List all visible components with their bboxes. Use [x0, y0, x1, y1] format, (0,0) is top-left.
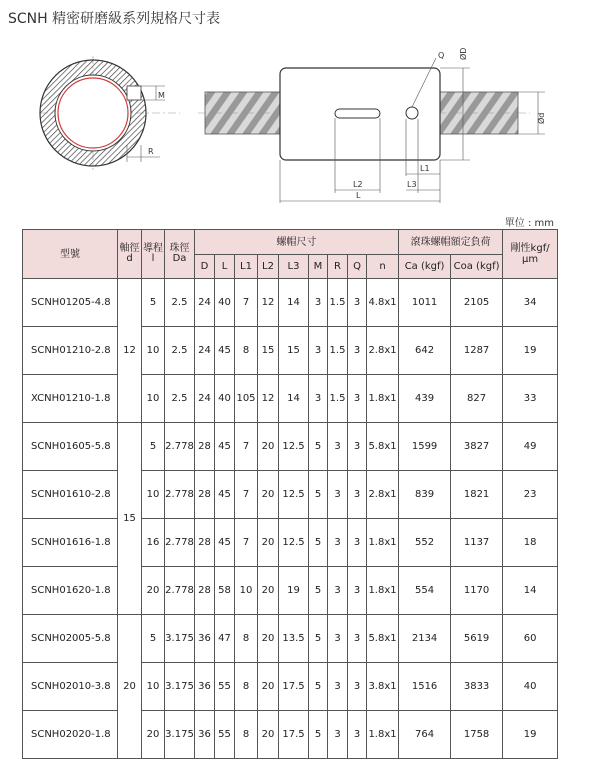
header-Ca: Ca (kgf): [399, 255, 451, 279]
value-cell: 17.5: [279, 711, 309, 759]
value-cell: 7: [235, 519, 258, 567]
value-cell: 3: [328, 615, 348, 663]
value-cell: 5: [142, 423, 165, 471]
value-cell: 3: [328, 663, 348, 711]
value-cell: 642: [399, 327, 451, 375]
value-cell: 24: [195, 327, 215, 375]
value-cell: 5: [142, 279, 165, 327]
header-L2: L2: [258, 255, 279, 279]
header-nut-dims: 螺帽尺寸: [195, 230, 399, 255]
dim-L-label: L: [356, 191, 361, 200]
value-cell: 45: [215, 519, 235, 567]
header-D: D: [195, 255, 215, 279]
nut-section-view: [40, 56, 180, 170]
value-cell: 2.778: [165, 471, 195, 519]
value-cell: 7: [235, 471, 258, 519]
value-cell: 1011: [399, 279, 451, 327]
value-cell: 40: [503, 663, 558, 711]
header-rigidity: 剛性kgf/μm: [503, 230, 558, 279]
value-cell: 5: [309, 615, 328, 663]
value-cell: 1599: [399, 423, 451, 471]
value-cell: 10: [142, 663, 165, 711]
value-cell: 7: [235, 279, 258, 327]
table-row: [23, 471, 558, 519]
unit-label: 單位 : mm: [504, 218, 554, 229]
value-cell: 5619: [451, 615, 503, 663]
shaft-diameter-cell: 12: [118, 279, 142, 423]
shaft-diameter-cell: 20: [118, 615, 142, 759]
value-cell: 5.8x1: [367, 615, 399, 663]
header-shaft: 軸徑d: [118, 230, 142, 279]
value-cell: 764: [399, 711, 451, 759]
dim-phid-label: Ød: [537, 112, 546, 124]
header-Q: Q: [348, 255, 367, 279]
shaft-diameter-cell: 15: [118, 423, 142, 615]
value-cell: 28: [195, 519, 215, 567]
model-cell: SCNH01205-4.8: [23, 279, 118, 327]
value-cell: 5: [309, 567, 328, 615]
dim-L3-label: L3: [407, 180, 417, 189]
dim-L1-label: L1: [420, 164, 430, 173]
dim-L2-label: L2: [353, 180, 363, 189]
value-cell: 10: [142, 471, 165, 519]
value-cell: 12.5: [279, 423, 309, 471]
value-cell: 8: [235, 327, 258, 375]
header-ball: 珠徑Da: [165, 230, 195, 279]
value-cell: 2.8x1: [367, 327, 399, 375]
value-cell: 4.8x1: [367, 279, 399, 327]
header-model: 型號: [23, 230, 118, 279]
value-cell: 58: [215, 567, 235, 615]
value-cell: 7: [235, 423, 258, 471]
model-cell: SCNH01605-5.8: [23, 423, 118, 471]
value-cell: 3: [348, 471, 367, 519]
value-cell: 439: [399, 375, 451, 423]
value-cell: 554: [399, 567, 451, 615]
header-Coa: Coa (kgf): [451, 255, 503, 279]
value-cell: 3: [348, 279, 367, 327]
table-row: [23, 615, 558, 663]
dim-R-label: R: [148, 147, 154, 156]
value-cell: 20: [142, 711, 165, 759]
value-cell: 24: [195, 279, 215, 327]
model-cell: SCNH01616-1.8: [23, 519, 118, 567]
value-cell: 3: [348, 327, 367, 375]
value-cell: 1170: [451, 567, 503, 615]
value-cell: 5: [309, 663, 328, 711]
table-row: [23, 663, 558, 711]
value-cell: 14: [279, 375, 309, 423]
value-cell: 24: [195, 375, 215, 423]
value-cell: 1.5: [328, 279, 348, 327]
value-cell: 3.175: [165, 711, 195, 759]
value-cell: 55: [215, 711, 235, 759]
model-cell: SCNH02010-3.8: [23, 663, 118, 711]
value-cell: 28: [195, 471, 215, 519]
value-cell: 1516: [399, 663, 451, 711]
value-cell: 2.778: [165, 567, 195, 615]
value-cell: 3.8x1: [367, 663, 399, 711]
value-cell: 19: [503, 327, 558, 375]
model-cell: XCNH01210-1.8: [23, 375, 118, 423]
header-load: 滾珠螺帽額定負荷: [399, 230, 503, 255]
value-cell: 20: [258, 711, 279, 759]
value-cell: 36: [195, 663, 215, 711]
table-row: [23, 375, 558, 423]
value-cell: 3: [348, 519, 367, 567]
value-cell: 8: [235, 711, 258, 759]
value-cell: 1.8x1: [367, 711, 399, 759]
value-cell: 2.778: [165, 423, 195, 471]
value-cell: 2.5: [165, 375, 195, 423]
header-M: M: [309, 255, 328, 279]
value-cell: 1287: [451, 327, 503, 375]
value-cell: 2.5: [165, 279, 195, 327]
value-cell: 3: [328, 423, 348, 471]
value-cell: 20: [142, 567, 165, 615]
value-cell: 5.8x1: [367, 423, 399, 471]
value-cell: 1.8x1: [367, 567, 399, 615]
value-cell: 3: [348, 663, 367, 711]
header-L1: L1: [235, 255, 258, 279]
value-cell: 1137: [451, 519, 503, 567]
value-cell: 1.5: [328, 375, 348, 423]
value-cell: 49: [503, 423, 558, 471]
value-cell: 17.5: [279, 663, 309, 711]
value-cell: 40: [215, 279, 235, 327]
table-row: [23, 423, 558, 471]
value-cell: 2.5: [165, 327, 195, 375]
value-cell: 3827: [451, 423, 503, 471]
value-cell: 3.175: [165, 615, 195, 663]
value-cell: 3833: [451, 663, 503, 711]
value-cell: 19: [503, 711, 558, 759]
value-cell: 5: [309, 711, 328, 759]
value-cell: 8: [235, 663, 258, 711]
value-cell: 18: [503, 519, 558, 567]
value-cell: 20: [258, 471, 279, 519]
dim-phiD-label: ØD: [459, 47, 468, 60]
header-R: R: [328, 255, 348, 279]
header-L: L: [215, 255, 235, 279]
ball-screw-drawing: [0, 30, 594, 215]
value-cell: 13.5: [279, 615, 309, 663]
header-n: n: [367, 255, 399, 279]
value-cell: 552: [399, 519, 451, 567]
value-cell: 12.5: [279, 471, 309, 519]
value-cell: 2105: [451, 279, 503, 327]
dim-M-label: M: [158, 91, 165, 100]
value-cell: 14: [279, 279, 309, 327]
table-row: [23, 279, 558, 327]
value-cell: 10: [235, 567, 258, 615]
header-lead: 導程l: [142, 230, 165, 279]
value-cell: 36: [195, 615, 215, 663]
value-cell: 8: [235, 615, 258, 663]
value-cell: 28: [195, 567, 215, 615]
value-cell: 3: [328, 567, 348, 615]
page-title: SCNH 精密研磨級系列規格尺寸表: [8, 11, 221, 27]
value-cell: 28: [195, 423, 215, 471]
value-cell: 14: [503, 567, 558, 615]
value-cell: 20: [258, 519, 279, 567]
value-cell: 1758: [451, 711, 503, 759]
value-cell: 23: [503, 471, 558, 519]
value-cell: 2134: [399, 615, 451, 663]
model-cell: SCNH01620-1.8: [23, 567, 118, 615]
table-row: [23, 567, 558, 615]
value-cell: 55: [215, 663, 235, 711]
table-row: [23, 519, 558, 567]
value-cell: 3: [309, 279, 328, 327]
value-cell: 20: [258, 423, 279, 471]
value-cell: 20: [258, 567, 279, 615]
value-cell: 20: [258, 615, 279, 663]
value-cell: 16: [142, 519, 165, 567]
value-cell: 5: [142, 615, 165, 663]
value-cell: 3: [328, 519, 348, 567]
value-cell: 3: [348, 375, 367, 423]
model-cell: SCNH01610-2.8: [23, 471, 118, 519]
value-cell: 45: [215, 471, 235, 519]
value-cell: 60: [503, 615, 558, 663]
value-cell: 827: [451, 375, 503, 423]
value-cell: 3: [328, 471, 348, 519]
value-cell: 15: [279, 327, 309, 375]
value-cell: 12: [258, 279, 279, 327]
model-cell: SCNH02020-1.8: [23, 711, 118, 759]
value-cell: 5: [309, 423, 328, 471]
value-cell: 15: [258, 327, 279, 375]
value-cell: 1.8x1: [367, 519, 399, 567]
value-cell: 839: [399, 471, 451, 519]
spec-table: [22, 229, 558, 759]
dim-Q-label: Q: [438, 51, 445, 60]
value-cell: 1.8x1: [367, 375, 399, 423]
value-cell: 10: [142, 327, 165, 375]
nut-side-view: [198, 48, 546, 203]
value-cell: 2.8x1: [367, 471, 399, 519]
value-cell: 19: [279, 567, 309, 615]
value-cell: 5: [309, 471, 328, 519]
value-cell: 12: [258, 375, 279, 423]
value-cell: 45: [215, 423, 235, 471]
value-cell: 20: [258, 663, 279, 711]
value-cell: 5: [309, 519, 328, 567]
value-cell: 3: [328, 711, 348, 759]
header-L3: L3: [279, 255, 309, 279]
value-cell: 3: [309, 375, 328, 423]
value-cell: 3: [309, 327, 328, 375]
value-cell: 3.175: [165, 663, 195, 711]
value-cell: 40: [215, 375, 235, 423]
value-cell: 47: [215, 615, 235, 663]
value-cell: 45: [215, 327, 235, 375]
value-cell: 3: [348, 711, 367, 759]
value-cell: 36: [195, 711, 215, 759]
value-cell: 105: [235, 375, 258, 423]
model-cell: SCNH01210-2.8: [23, 327, 118, 375]
value-cell: 3: [348, 567, 367, 615]
value-cell: 34: [503, 279, 558, 327]
value-cell: 10: [142, 375, 165, 423]
model-cell: SCNH02005-5.8: [23, 615, 118, 663]
value-cell: 3: [348, 423, 367, 471]
value-cell: 2.778: [165, 519, 195, 567]
value-cell: 1821: [451, 471, 503, 519]
table-row: [23, 711, 558, 759]
value-cell: 3: [348, 615, 367, 663]
value-cell: 1.5: [328, 327, 348, 375]
table-row: [23, 327, 558, 375]
value-cell: 12.5: [279, 519, 309, 567]
value-cell: 33: [503, 375, 558, 423]
